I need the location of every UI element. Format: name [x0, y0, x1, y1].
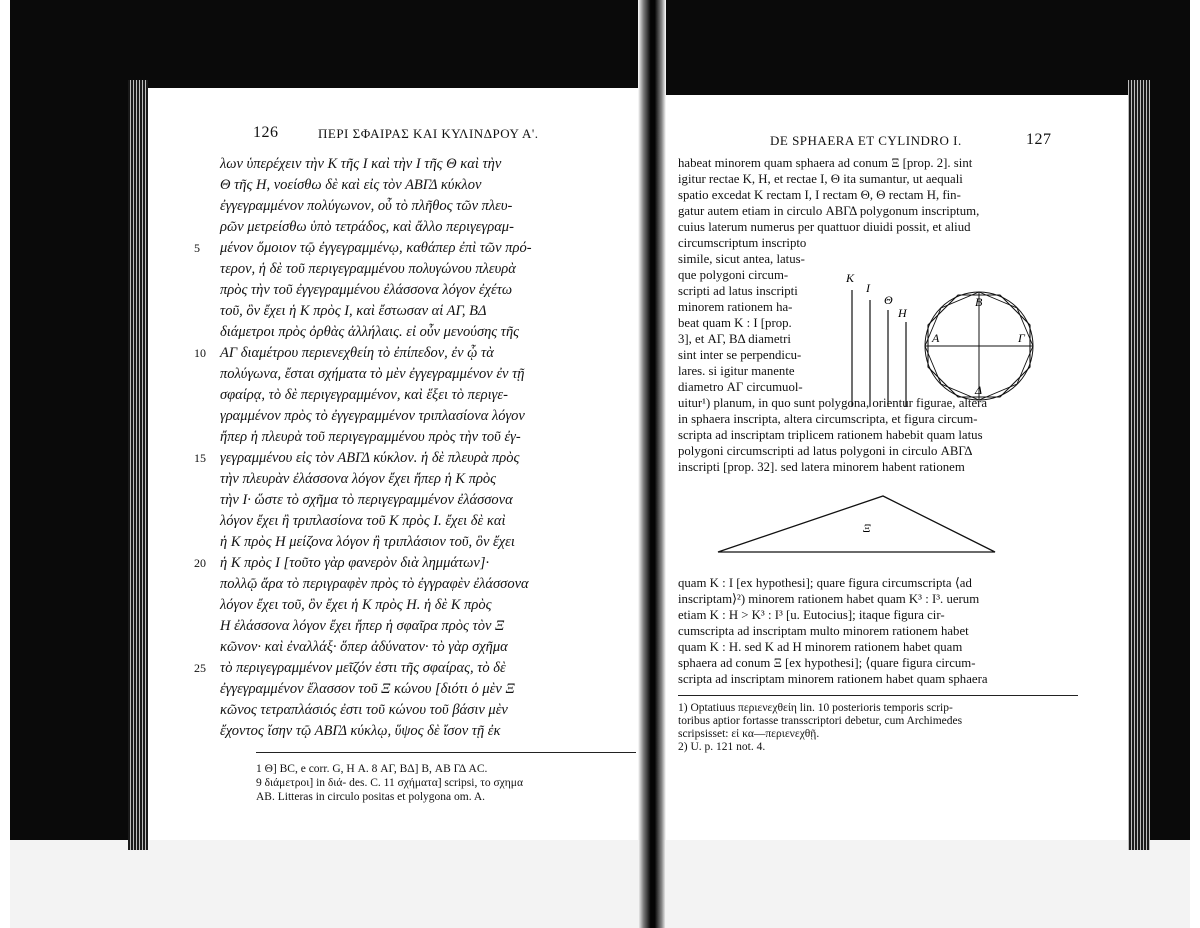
scanned-book-spread — [10, 0, 1190, 928]
line-text: ἔχοντος ἴσην τῷ ΑΒΓΔ κύκλῳ, ὕψος δὲ ἴσον τῇ ἐκ — [220, 723, 501, 739]
line-text: διάμετροι πρὸς ὀρθὰς ἀλλήλαις. εἰ οὖν μενούσης τῆς — [220, 324, 520, 340]
line-number: 10 — [194, 346, 206, 360]
label-i: Ι — [866, 281, 870, 295]
latin-text-line: quam Κ : Ι [ex hypothesi]; quare figura circumscripta ⟨ad — [678, 576, 972, 590]
left-footnote-rule — [256, 752, 636, 753]
right-footnote-rule — [678, 695, 1078, 696]
greek-text-line — [194, 343, 632, 364]
label-h: Η — [898, 306, 907, 320]
line-text: μένον ὅμοιον τῷ ἐγγεγραμμένῳ, καθάπερ ἐπὶ τῶν πρό- — [220, 240, 532, 256]
left-running-header: ΠΕΡΙ ΣΦΑΙΡΑΣ ΚΑΙ ΚΥΛΙΝΔΡΟΥ Α'. — [318, 126, 539, 141]
line-text: τερον, ἡ δὲ τοῦ περιγεγραμμένου πολυγώνου πλευρὰ — [220, 261, 516, 277]
scanner-bed — [10, 840, 1190, 928]
latin-text-line: circumscriptum inscripto — [678, 236, 807, 250]
greek-text-line — [220, 595, 632, 616]
latin-text-line: beat quam Κ : Ι [prop. — [678, 316, 792, 330]
line-text: ρῶν μετρείσθω ὑπὸ τετράδος, καὶ ἄλλο περιγεγραμ- — [220, 219, 514, 235]
greek-text-line — [220, 700, 632, 721]
line-number: 25 — [194, 661, 206, 675]
line-text: λόγον ἔχει τοῦ, ὃν ἔχει ἡ Κ πρὸς Η. ἡ δὲ Κ πρὸς — [220, 597, 492, 613]
line-text: ἤπερ ἡ πλευρὰ τοῦ περιγεγραμμένου πρὸς τὴν τοῦ ἐγ- — [220, 429, 521, 445]
greek-text-block — [194, 154, 632, 742]
line-text: Η ἐλάσσονα λόγον ἔχει ἤπερ ἡ σφαῖρα πρὸς τὸν Ξ — [220, 618, 505, 634]
label-b: Β — [975, 295, 983, 309]
greek-text-line — [220, 322, 632, 343]
line-text: κῶνος τετραπλάσιός ἐστι τοῦ κώνου τοῦ βάσιν μὲν — [220, 702, 508, 718]
latin-text-line: cumscripta ad inscriptam multo minorem rationem habet — [678, 624, 969, 638]
greek-text-line — [220, 469, 632, 490]
latin-text-line: minorem rationem ha- — [678, 300, 793, 314]
cone-triangle — [718, 496, 995, 552]
latin-text-line: 3], et ΑΓ, ΒΔ diametri — [678, 332, 791, 346]
line-text: λόγον ἔχει ἢ τριπλασίονα τοῦ Κ πρὸς Ι. ἔχει δὲ καὶ — [220, 513, 506, 529]
greek-text-line — [220, 427, 632, 448]
left-footnote: 1 Θ] BC, e corr. G, Η A. 8 ΑΓ, ΒΔ] B, ΑΒ ΓΔ AC. — [256, 763, 488, 775]
line-text: γεγραμμένου εἰς τὸν ΑΒΓΔ κύκλον. ἡ δὲ πλευρὰ πρὸς — [220, 450, 520, 466]
right-running-header: DE SPHAERA ET CYLINDRO I. — [770, 133, 962, 148]
left-footnote: 9 διάμετροι] in διά- des. C. 11 σχήματα] scripsi, το σχημα — [256, 777, 523, 789]
greek-text-line — [220, 196, 632, 217]
line-text: ἐγγεγραμμένον πολύγωνον, οὗ τὸ πλῆθος τῶν πλευ- — [220, 198, 513, 214]
latin-text-line: que polygoni circum- — [678, 268, 789, 282]
greek-text-line — [220, 721, 632, 742]
latin-text-line: sphaera ad conum Ξ [ex hypothesi]; ⟨quare figura circum- — [678, 656, 976, 670]
right-footnote: 1) Optatiuus περιενεχθείη lin. 10 posterioris temporis scrip- — [678, 702, 953, 714]
greek-text-line — [220, 280, 632, 301]
left-footnote: AB. Litteras in circulo positas et polygona om. A. — [256, 791, 486, 803]
line-text: ἐγγεγραμμένον ἔλασσον τοῦ Ξ κώνου [διότι ὁ μὲν Ξ — [220, 681, 515, 697]
line-text: πολλῷ ἄρα τὸ περιγραφὲν πρὸς τὸ ἐγγραφὲν ἐλάσσονα — [220, 576, 529, 592]
latin-text-line: habeat minorem quam sphaera ad conum Ξ [prop. 2]. sint — [678, 156, 973, 170]
line-text: ἡ Κ πρὸς Η μείζονα λόγον ἢ τριπλάσιον τοῦ, ὃν ἔχει — [220, 534, 515, 550]
latin-text-line: spatio excedat Κ rectam Ι, Ι rectam Θ, Θ rectam Η, fin- — [678, 188, 961, 202]
sphere-polygon-figure — [844, 262, 1074, 432]
latin-text-line: gatur autem etiam in circulo ΑΒΓΔ polygonum inscriptum, — [678, 204, 980, 218]
greek-text-line — [220, 679, 632, 700]
left-page-number: 126 — [253, 124, 279, 141]
cone-triangle-figure — [713, 490, 1003, 565]
latin-text-line: polygoni circumscripti ad latus polygoni in circulo ΑΒΓΔ — [678, 444, 973, 458]
greek-text-line — [220, 301, 632, 322]
right-footnote: 2) U. p. 121 not. 4. — [678, 741, 766, 753]
line-text: τοῦ, ὃν ἔχει ἡ Κ πρὸς Ι, καὶ ἔστωσαν αἱ ΑΓ, ΒΔ — [220, 303, 487, 319]
greek-text-line — [220, 490, 632, 511]
right-page-edges — [1128, 80, 1150, 850]
right-footnote: scripsisset: εἰ κα—περιενεχθῇ. — [678, 728, 820, 740]
latin-text-line: lares. si igitur manente — [678, 364, 795, 378]
latin-text-line: diametro ΑΓ circumuol- — [678, 380, 803, 394]
line-text: ΑΓ διαμέτρου περιενεχθείη τὸ ἐπίπεδον, ἐν ᾧ τὰ — [220, 345, 494, 361]
latin-text-line: scripti ad latus inscripti — [678, 284, 798, 298]
label-d: Δ — [975, 383, 983, 397]
greek-text-line — [194, 238, 632, 259]
latin-text-line: quam Κ : Η. sed Κ ad Η minorem rationem habet quam — [678, 640, 963, 654]
line-text: λων ὑπερέχειν τὴν Κ τῆς Ι καὶ τὴν Ι τῆς Θ καὶ τὴν — [220, 156, 502, 172]
greek-text-line — [220, 217, 632, 238]
line-text: πρὸς τὴν τοῦ ἐγγεγραμμένου ἐλάσσονα λόγον ἐχέτω — [220, 282, 513, 298]
label-k: Κ — [846, 271, 855, 285]
book-gutter — [638, 0, 666, 928]
greek-text-line — [220, 574, 632, 595]
latin-text-line: igitur rectae Κ, Η, et rectae Ι, Θ ita sumantur, ut aequali — [678, 172, 963, 186]
latin-text-line: inscriptam⟩²) minorem rationem habet quam Κ³ : Ι³. uerum — [678, 592, 980, 606]
latin-text-line: sint inter se perpendicu- — [678, 348, 802, 362]
line-text: ἡ Κ πρὸς Ι [τοῦτο γὰρ φανερὸν διὰ λημμάτων]· — [220, 555, 490, 571]
greek-text-line — [220, 154, 632, 175]
latin-text-line: scripta ad inscriptam triplicem rationem habebit quam latus — [678, 428, 983, 442]
latin-text-line: cuius laterum numerus per quattuor diuidi possit, et aliud — [678, 220, 971, 234]
left-page-edges — [128, 80, 148, 850]
label-theta: Θ — [884, 293, 893, 307]
line-number: 15 — [194, 451, 206, 465]
greek-text-line — [220, 406, 632, 427]
latin-text-line: simile, sicut antea, latus- — [678, 252, 805, 266]
line-text: τὸ περιγεγραμμένον μεῖζόν ἐστι τῆς σφαίρας, τὸ δὲ — [220, 660, 506, 676]
right-page — [658, 95, 1128, 840]
latin-text-line: etiam Κ : Η > Κ³ : Ι³ [u. Eutocius]; itaque figura cir- — [678, 608, 945, 622]
label-a: Α — [932, 331, 940, 345]
line-number: 5 — [194, 241, 200, 255]
right-footnote: toribus aptior fortasse transscriptori debetur, cum Archimedes — [678, 715, 963, 727]
greek-text-line — [220, 259, 632, 280]
line-number: 20 — [194, 556, 206, 570]
left-page — [148, 88, 648, 840]
greek-text-line — [220, 175, 632, 196]
latin-text-line: in sphaera inscripta, altera circumscripta, et figura circum- — [678, 412, 978, 426]
greek-text-line — [220, 637, 632, 658]
greek-text-line — [220, 511, 632, 532]
latin-text-bottom — [678, 575, 1078, 687]
label-xi: Ξ — [863, 521, 871, 535]
latin-text-top — [678, 155, 1078, 235]
line-text: τὴν πλευρὰν ἐλάσσονα λόγον ἔχει ἤπερ ἡ Κ πρὸς — [220, 471, 497, 487]
latin-text-line: inscripti [prop. 32]. sed latera minorem habent rationem — [678, 460, 965, 474]
greek-text-line — [220, 385, 632, 406]
line-text: πολύγωνα, ἔσται σχήματα τὸ μὲν ἐγγεγραμμένον ἐν τῇ — [220, 366, 525, 382]
line-text: γραμμένον πρὸς τὸ ἐγγεγραμμένον τριπλασίονα λόγον — [220, 408, 525, 424]
greek-text-line — [194, 448, 632, 469]
line-text: κῶνον· καὶ ἐναλλάξ· ὅπερ ἀδύνατον· τὸ γὰρ σχῆμα — [220, 639, 508, 655]
greek-text-line — [220, 532, 632, 553]
greek-text-line — [220, 616, 632, 637]
latin-text-line: scripta ad inscriptam minorem rationem habet quam sphaera — [678, 672, 988, 686]
right-page-number: 127 — [1026, 131, 1052, 148]
latin-text-line: uitur¹) planum, in quo sunt polygona, orientur figurae, altera — [678, 396, 988, 410]
line-text: τὴν Ι· ὥστε τὸ σχῆμα τὸ περιγεγραμμένον ἐλάσσονα — [220, 492, 513, 508]
greek-text-line — [220, 364, 632, 385]
line-text: σφαίρᾳ, τὸ δὲ περιγεγραμμένον, καὶ ἕξει τὸ περιγε- — [220, 387, 508, 403]
line-text: Θ τῆς Η, νοείσθω δὲ καὶ εἰς τὸν ΑΒΓΔ κύκλον — [220, 177, 482, 193]
greek-text-line — [194, 658, 632, 679]
greek-text-line — [194, 553, 632, 574]
label-g: Γ — [1018, 331, 1025, 345]
